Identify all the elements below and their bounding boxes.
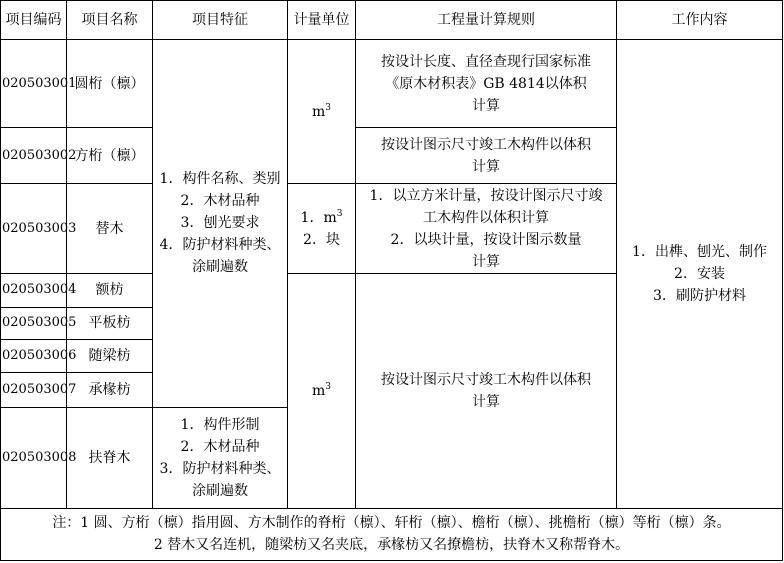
item-code: 020503005 [1, 307, 67, 339]
unit-exponent: 3 [325, 102, 331, 113]
unit-exponent: 3 [325, 382, 331, 393]
unit-alt-prefix: 1．m [300, 209, 337, 226]
note-line-1: 注：1 圆、方桁（檩）指用圆、方木制作的脊桁（檩）、轩桁（檩）、檐桁（檩）、挑檐桁（檩）等桁（檩）条。 [52, 515, 731, 532]
unit-base: m [311, 383, 326, 400]
table-note [1, 508, 783, 560]
feature-line: 4．防护材料种类、 [159, 237, 281, 254]
note-row [1, 508, 783, 560]
rule-line: 2．以块计量，按设计图示数量 [390, 231, 582, 248]
note-line-2: 2 替木又名连机，随梁枋又名夹底，承椽枋又名撩檐枋，扶脊木又称帮脊木。 [153, 537, 630, 554]
feature-line: 3．刨光要求 [180, 215, 260, 232]
item-code: 020503006 [1, 339, 67, 372]
item-name: 圆桁（檩） [67, 40, 153, 128]
rule-line: 按设计长度、直径查现行国家标准 [381, 53, 591, 70]
table-row [1, 40, 783, 128]
header-code: 项目编码 [1, 1, 67, 40]
work-line: 3．刷防护材料 [653, 287, 746, 304]
work-line: 1．出榫、刨光、制作 [632, 243, 767, 260]
rule-line: 计算 [472, 158, 500, 175]
item-name: 替木 [67, 184, 153, 274]
work-content [617, 40, 783, 509]
feature-line: 2．木材品种 [180, 438, 260, 455]
rule-line: 计算 [472, 394, 500, 411]
rule-cell-3 [356, 184, 617, 274]
rule-line: 1．以立方米计量，按设计图示尺寸竣 [369, 187, 603, 204]
rule-line: 计算 [472, 253, 500, 270]
unit-m3 [288, 40, 356, 184]
features-group-a [153, 40, 288, 408]
feature-line: 1．构件形制 [180, 416, 260, 433]
item-name: 额枋 [67, 274, 153, 307]
unit-alt-line-2: 2．块 [303, 231, 340, 248]
unit-base: m [311, 103, 326, 120]
rule-cell-1 [356, 40, 617, 128]
item-code: 020503002 [1, 128, 67, 184]
header-features: 项目特征 [153, 1, 288, 40]
header-name: 项目名称 [67, 1, 153, 40]
unit-exponent: 3 [336, 208, 343, 219]
rule-cell-4 [356, 274, 617, 508]
rule-line: 按设计图示尺寸竣工木构件以体积 [381, 372, 591, 389]
work-line: 2．安装 [674, 265, 725, 282]
feature-line: 1．构件名称、类别 [159, 171, 281, 188]
unit-m3-lower [288, 274, 356, 508]
item-code: 020503008 [1, 407, 67, 508]
rule-line: 按设计图示尺寸竣工木构件以体积 [381, 136, 591, 153]
item-name: 扶脊木 [67, 407, 153, 508]
rule-line: 计算 [472, 97, 500, 114]
feature-line: 涂刷遍数 [192, 482, 248, 499]
item-code: 020503007 [1, 372, 67, 407]
item-code: 020503003 [1, 184, 67, 274]
unit-alt [288, 184, 356, 274]
item-name: 承椽枋 [67, 372, 153, 407]
header-row [1, 1, 783, 40]
item-name: 随梁枋 [67, 339, 153, 372]
item-name: 方桁（檩） [67, 128, 153, 184]
features-group-b [153, 407, 288, 508]
header-work: 工作内容 [617, 1, 783, 40]
feature-line: 3．防护材料种类、 [159, 460, 281, 477]
unit-alt-line-1 [288, 207, 355, 229]
header-unit: 计量单位 [288, 1, 356, 40]
item-name: 平板枋 [67, 307, 153, 339]
rule-line: 《原木材积表》GB 4814以体积 [385, 75, 587, 92]
header-rules: 工程量计算规则 [356, 1, 617, 40]
feature-line: 2．木材品种 [180, 193, 260, 210]
rule-line: 工木构件以体积计算 [423, 209, 549, 226]
feature-line: 涂刷遍数 [192, 259, 248, 276]
item-code: 020503004 [1, 274, 67, 307]
rule-cell-2 [356, 128, 617, 184]
item-code: 020503001 [1, 40, 67, 128]
